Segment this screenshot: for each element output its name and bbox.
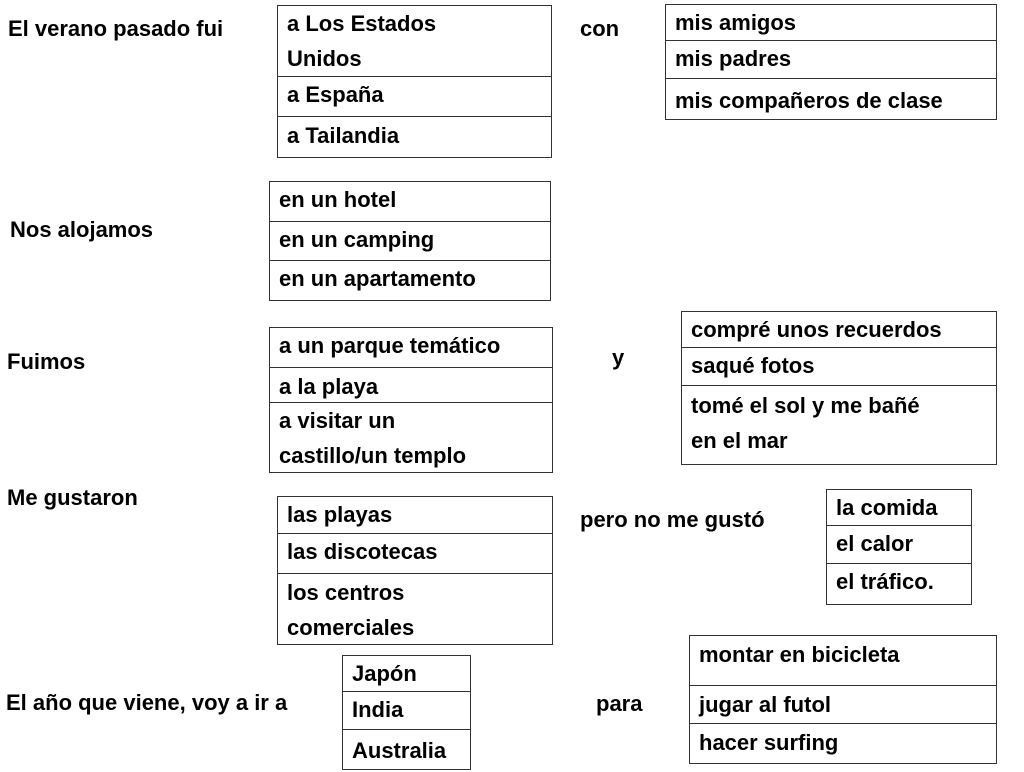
- place-options: [269, 327, 553, 473]
- option-line: comerciales: [287, 615, 415, 640]
- option-apartamento[interactable]: en un apartamento: [279, 266, 476, 291]
- option-castillo-templo[interactable]: [270, 403, 552, 472]
- option-discotecas[interactable]: las discotecas: [278, 534, 552, 574]
- prompt-nos-alojamos: Nos alojamos: [10, 217, 154, 242]
- prompt-fuimos: Fuimos: [7, 349, 86, 374]
- option-mis-companeros[interactable]: mis compañeros de clase: [675, 88, 943, 113]
- option-centros-comerciales[interactable]: [278, 574, 552, 644]
- option-sol-mar[interactable]: [682, 386, 996, 464]
- option-espana[interactable]: a España: [278, 77, 551, 117]
- option-futol[interactable]: jugar al futol: [690, 686, 996, 724]
- option-india[interactable]: India: [343, 692, 470, 730]
- option-mis-padres[interactable]: mis padres: [666, 41, 996, 79]
- option-line: los centros: [287, 580, 405, 605]
- option-line: Unidos: [287, 46, 362, 71]
- option-line: castillo/un templo: [279, 443, 467, 468]
- option-hotel[interactable]: en un hotel: [270, 182, 550, 222]
- option-calor[interactable]: el calor: [827, 526, 971, 564]
- prompt-verano-pasado: El verano pasado fui: [8, 16, 224, 41]
- option-playa[interactable]: a la playa: [270, 368, 552, 403]
- option-tailandia[interactable]: a Tailandia: [287, 123, 400, 148]
- connector-pero-no-me-gusto: pero no me gustó: [580, 507, 765, 532]
- connector-y: y: [612, 345, 625, 370]
- option-recuerdos[interactable]: compré unos recuerdos: [682, 312, 996, 348]
- option-australia[interactable]: Australia: [352, 738, 447, 763]
- option-japon[interactable]: Japón: [343, 656, 470, 692]
- purpose-options: [689, 635, 997, 764]
- likes-options: [277, 496, 553, 645]
- activity-options: [681, 311, 997, 465]
- connector-para: para: [596, 691, 643, 716]
- stay-options: [269, 181, 551, 301]
- option-line: tomé el sol y me bañé: [691, 393, 920, 418]
- prompt-me-gustaron: Me gustaron: [7, 485, 138, 510]
- dislikes-options: [826, 489, 972, 605]
- prompt-ano-que-viene: El año que viene, voy a ir a: [6, 690, 288, 715]
- option-line: a visitar un: [279, 408, 396, 433]
- option-line: en el mar: [691, 428, 788, 453]
- country-options: [342, 655, 471, 770]
- option-camping[interactable]: en un camping: [270, 222, 550, 261]
- option-playas[interactable]: las playas: [278, 497, 552, 534]
- option-parque-tematico[interactable]: a un parque temático: [270, 328, 552, 368]
- companion-options: [665, 4, 997, 120]
- option-trafico[interactable]: el tráfico.: [836, 569, 934, 594]
- connector-con: con: [580, 16, 620, 41]
- option-los-estados-unidos[interactable]: [278, 6, 551, 77]
- option-surfing[interactable]: hacer surfing: [699, 730, 839, 755]
- destination-options: [277, 5, 552, 158]
- option-fotos[interactable]: saqué fotos: [682, 348, 996, 386]
- option-bicicleta[interactable]: montar en bicicleta: [690, 636, 996, 686]
- option-line: a Los Estados: [287, 11, 437, 36]
- option-mis-amigos[interactable]: mis amigos: [666, 5, 996, 41]
- option-comida[interactable]: la comida: [827, 490, 971, 526]
